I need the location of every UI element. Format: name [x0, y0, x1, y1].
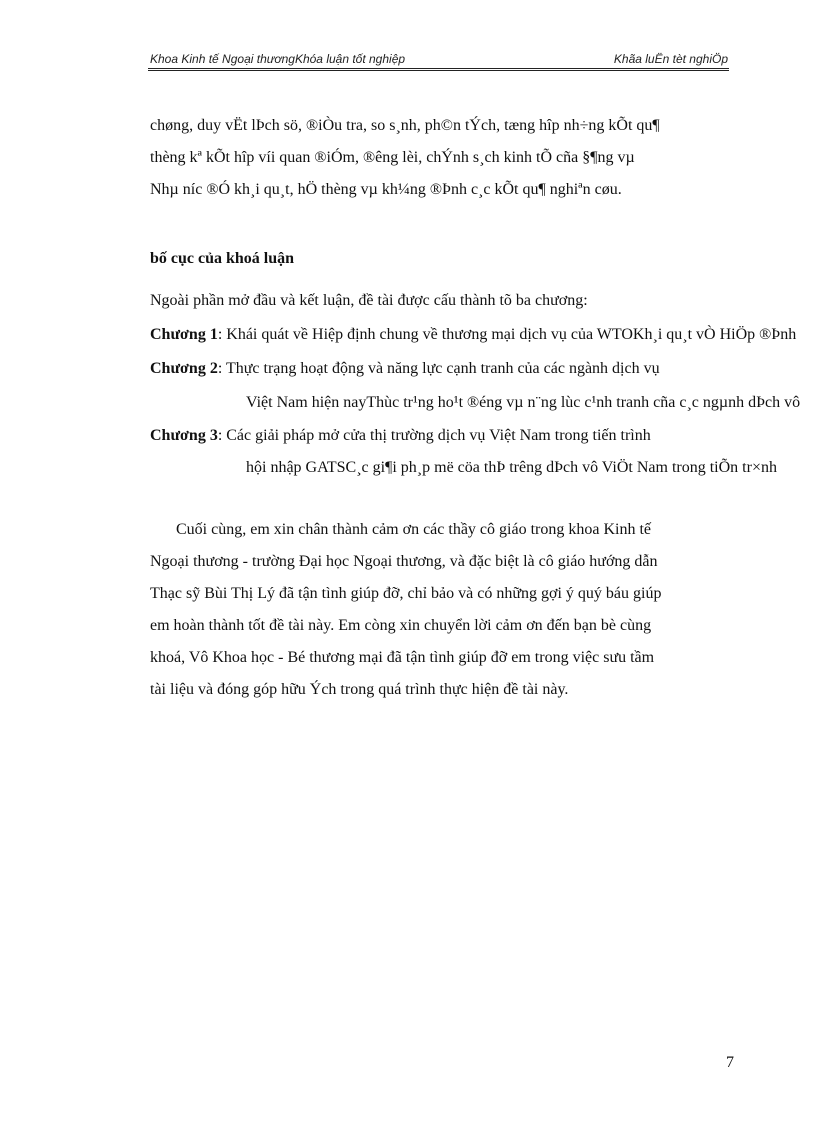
paragraph-line: khoá, Vô Khoa học - Bé thương mại đã tận tình giúp đỡ em trong việc sưu tầm: [150, 649, 655, 666]
header-rule: [148, 68, 729, 71]
chapter-2-continuation: Việt Nam hiện nayThùc tr¹ng ho¹t ®éng vµ n¨ng lùc c¹nh tranh cña c¸c ngµnh dÞch vô: [246, 394, 801, 411]
header-right-text: Khãa luËn tèt nghiÖp: [613, 52, 728, 66]
paragraph-line: tài liệu và đóng góp hữu Ých trong quá trình thực hiện đề tài này.: [150, 681, 569, 698]
chapter-2-label: Chương 2: [150, 360, 218, 377]
paragraph-line: em hoàn thành tốt đề tài này. Em còng xin chuyển lời cảm ơn đến bạn bè cùng: [150, 617, 652, 634]
running-header: [148, 50, 728, 68]
chapter-3-line: [150, 427, 651, 445]
chapter-1-text: : Khái quát về Hiệp định chung về thương mại dịch vụ của WTOKh¸i qu¸t vÒ HiÖp ®Þnh: [217, 326, 797, 343]
paragraph-line: Cuối cùng, em xin chân thành cảm ơn các thầy cô giáo trong khoa Kinh tế: [176, 521, 651, 538]
paragraph-line: Thạc sỹ Bùi Thị Lý đã tận tình giúp đỡ, chỉ bảo và có những gợi ý quý báu giúp: [150, 585, 662, 602]
chapter-2-line: [150, 360, 660, 378]
chapter-1-line: [150, 326, 796, 344]
chapter-1-label: Chương 1: [150, 326, 218, 343]
paragraph-line: Nhµ níc ®Ó kh¸i qu¸t, hÖ thèng vµ kh¼ng ®Þnh c¸c kÕt qu¶ nghiªn cøu.: [150, 181, 622, 198]
paragraph-line: Ngoại thương - trường Đại học Ngoại thương, và đặc biệt là cô giáo hướng dẫn: [150, 553, 658, 570]
header-left-text: Khoa Kinh tế Ngoại thươngKhóa luận tốt nghiệp: [150, 52, 406, 66]
section-heading: bố cục của khoá luận: [150, 250, 295, 267]
section-intro: Ngoài phần mở đầu và kết luận, đề tài được cấu thành tõ ba chương:: [150, 292, 588, 309]
chapter-3-label: Chương 3: [150, 427, 218, 444]
chapter-3-continuation: hội nhập GATSC¸c gi¶i ph¸p më cöa thÞ trêng dÞch vô ViÖt Nam trong tiÕn tr×nh: [246, 459, 777, 476]
paragraph-line: thèng kª kÕt hîp víi quan ®iÓm, ®êng lèi, chÝnh s¸ch kinh tÕ cña §¶ng vµ: [150, 149, 635, 166]
paragraph-line: chøng, duy vËt lÞch sö, ®iÒu tra, so s¸nh, ph©n tÝch, tæng hîp nh÷ng kÕt qu¶: [150, 117, 660, 134]
page-number: 7: [726, 1054, 734, 1071]
chapter-2-text: : Thực trạng hoạt động và năng lực cạnh tranh của các ngành dịch vụ: [217, 360, 660, 377]
top-paragraph: [150, 110, 730, 206]
closing-paragraph: [150, 514, 730, 706]
chapter-3-text: : Các giải pháp mở cửa thị trường dịch vụ Việt Nam trong tiến trình: [217, 427, 651, 444]
